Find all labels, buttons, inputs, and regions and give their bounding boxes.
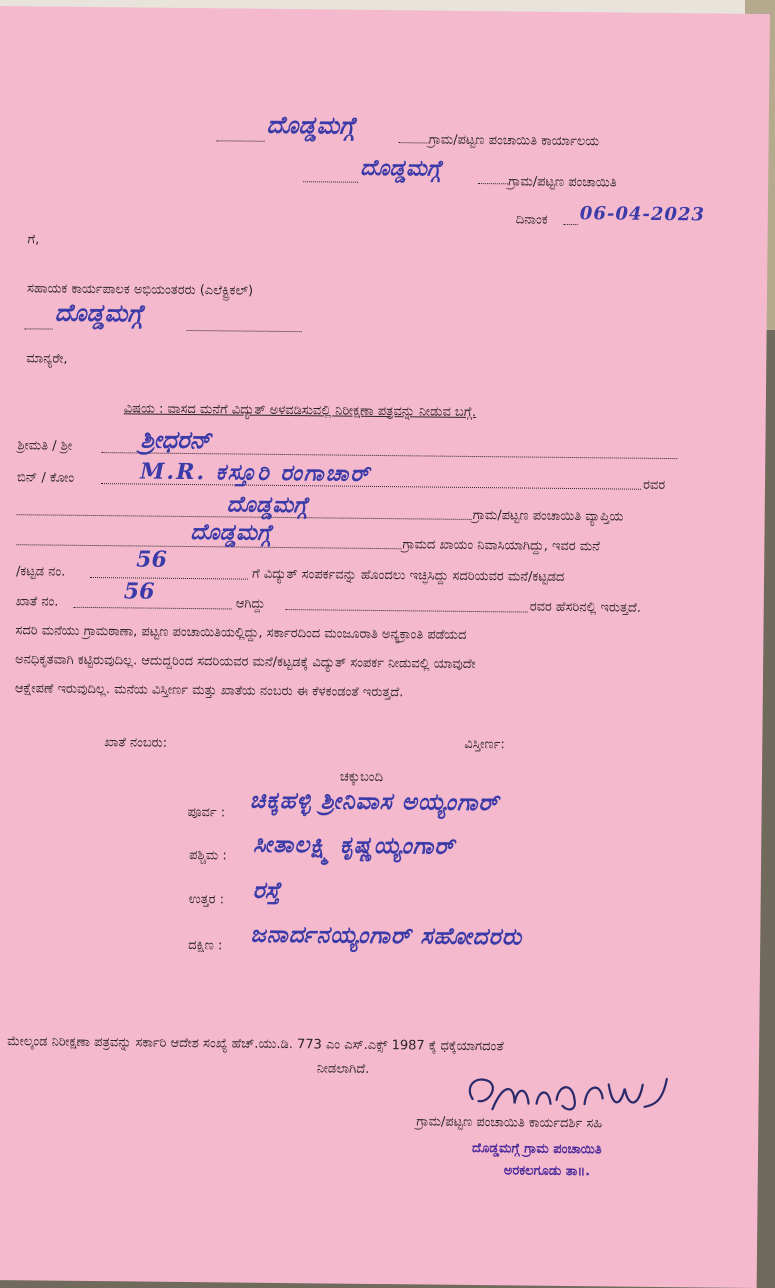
dotted-line bbox=[217, 140, 265, 142]
north-boundary-handwritten: ರಸ್ತೆ bbox=[252, 876, 281, 904]
applicant-name-handwritten: ಶ್ರೀಧರನ್ bbox=[140, 424, 212, 455]
dotted-line bbox=[478, 183, 508, 184]
dotted-line bbox=[286, 609, 528, 613]
jurisdiction-text: ಗ್ರಾಮ/ಪಟ್ಟಣ ಪಂಚಾಯಿತಿ ವ್ಯಾಪ್ತಿಯ bbox=[472, 507, 624, 525]
father-label: ಬಿನ್ / ಕೋಂ bbox=[16, 470, 75, 486]
dotted-line bbox=[187, 330, 302, 332]
khata-label: ಖಾತೆ ನಂ. bbox=[15, 594, 59, 610]
east-boundary-handwritten: ಚಿಕ್ಕಹಳ್ಳಿ ಶ್ರೀನಿವಾಸ ಅಯ್ಯಂಗಾರ್ bbox=[249, 786, 500, 817]
dotted-line bbox=[564, 224, 578, 225]
building-label: /ಕಟ್ಟಡ ನಂ. bbox=[15, 564, 66, 580]
father-name-handwritten: M.R. ಕಸ್ತೂರಿ ರಂಗಾಚಾರ್ bbox=[139, 458, 372, 487]
paragraph-line-2: ಅನಧಿಕೃತವಾಗಿ ಕಟ್ಟಿರುವುದಿಲ್ಲ. ಆದುದ್ದರಿಂದ ಸದರಿಯವರ ಮನೆ/ಕಟ್ಟಡಕ್ಕೆ ವಿದ್ಯುತ್ ಸಂಪರ್ಕ ನೀಡುವಲ್ಲಿ ಯಾವುದೇ bbox=[15, 652, 476, 673]
subject-line: ವಿಷಯ : ವಾಸದ ಮನೆಗೆ ವಿದ್ಯುತ್ ಅಳವಡಿಸುವಲ್ಲಿ ನಿರೀಕ್ಷಣಾ ಪತ್ರವನ್ನು ನೀಡುವ ಬಗ್ಗೆ. bbox=[123, 401, 477, 421]
boundaries-title: ಚಕ್ಕುಬಂದಿ bbox=[339, 769, 384, 786]
area-label: ವಿಸ್ತೀರ್ಣ: bbox=[464, 736, 505, 753]
footer-line-1: ಮೇಲ್ಕಂಡ ನಿರೀಕ್ಷಣಾ ಪತ್ರವನ್ನು ಸರ್ಕಾರಿ ಆದೇಶ ಸಂಖ್ಯೆ ಹೆಚ್.ಯು.ಡಿ. 773 ಎಂ ಎಸ್.ಎಕ್ಸ್ 1987 ಕ್ಕೆ ಧಕ್ಕೆಯಾಗದಂತೆ bbox=[7, 1034, 504, 1055]
name-label: ಶ್ರೀಮತಿ / ಶ್ರೀ bbox=[17, 438, 73, 454]
date-value-handwritten: 06-04-2023 bbox=[579, 203, 706, 226]
dotted-line bbox=[90, 577, 248, 580]
north-label: ಉತ್ತರ : bbox=[188, 892, 225, 908]
panchayat-line-text: ಗ್ರಾಮ/ಪಟ್ಟಣ ಪಂಚಾಯಿತಿ bbox=[508, 174, 617, 191]
panchayat-name-handwritten: ದೊಡ್ಡಮಗ್ಗೆ bbox=[360, 154, 442, 182]
dotted-line bbox=[25, 328, 53, 329]
khata-mid-text: ಆಗಿದ್ದು bbox=[235, 596, 266, 612]
to-prefix: ಗೆ, bbox=[27, 232, 40, 248]
certificate-paper bbox=[0, 6, 770, 1288]
village-handwritten-1: ದೊಡ್ಡಮಗ್ಗೆ bbox=[226, 491, 308, 519]
footer-line-2: ನೀಡಲಾಗಿದೆ. bbox=[316, 1061, 370, 1077]
dotted-line bbox=[74, 607, 232, 610]
stamp-line-1: ದೊಡ್ಡಮಗ್ಗೆ ಗ್ರಾಮ ಪಂಚಾಯಿತಿ bbox=[471, 1141, 602, 1158]
ravara-text-1: ರವರ bbox=[642, 477, 666, 493]
date-label: ದಿನಾಂಕ bbox=[515, 212, 548, 228]
office-line-text: ಗ್ರಾಮ/ಪಟ್ಟಣ ಪಂಚಾಯಿತಿ ಕಾರ್ಯಾಲಯ bbox=[428, 132, 600, 150]
paragraph-line-3: ಆಕ್ಷೇಪಣೆ ಇರುವುದಿಲ್ಲ. ಮನೆಯ ವಿಸ್ತೀರ್ಣ ಮತ್ತು ಖಾತೆಯ ನಂಬರು ಈ ಕೆಳಕಂಡಂತೆ ಇರುತ್ತದೆ. bbox=[14, 681, 404, 701]
signatory-label: ಗ್ರಾಮ/ಪಟ್ಟಣ ಪಂಚಾಯಿತಿ ಕಾರ್ಯದರ್ಶಿ ಸಹಿ bbox=[416, 1114, 603, 1132]
south-boundary-handwritten: ಜನಾರ್ದನಯ್ಯಂಗಾರ್ ಸಹೋದರರು bbox=[250, 920, 523, 951]
dotted-line bbox=[303, 181, 358, 183]
stamp-line-2: ಅರಕಲಗೂಡು ತಾ॥. bbox=[503, 1163, 591, 1180]
building-text: ಗೆ ವಿದ್ಯುತ್ ಸಂಪರ್ಕವನ್ನು ಹೊಂದಲು ಇಚ್ಛಿಸಿದ್ದು ಸದರಿಯವರ ಮನೆ/ಕಟ್ಟಡದ bbox=[251, 566, 565, 585]
building-number-handwritten: 56 bbox=[136, 546, 167, 573]
recipient-designation: ಸಹಾಯಕ ಕಾರ್ಯಪಾಲಕ ಅಭಿಯಂತರರು (ಎಲೆಕ್ಟ್ರಿಕಲ್) bbox=[26, 281, 254, 299]
dotted-line bbox=[399, 142, 429, 143]
west-label: ಪಶ್ಚಿಮ : bbox=[189, 848, 227, 864]
khata-numbers-label: ಖಾತೆ ನಂಬರು: bbox=[104, 735, 168, 751]
south-label: ದಕ್ಷಿಣ : bbox=[188, 938, 223, 954]
recipient-place-handwritten: ದೊಡ್ಡಮಗ್ಗೆ bbox=[54, 297, 143, 328]
east-label: ಪೂರ್ವ : bbox=[187, 805, 226, 821]
khata-end-text: ರವರ ಹೆಸರಿನಲ್ಲಿ ಇರುತ್ತದೆ. bbox=[529, 599, 642, 616]
resident-text: ಗ್ರಾಮದ ಖಾಯಂ ನಿವಾಸಿಯಾಗಿದ್ದು, ಇವರ ಮನೆ bbox=[402, 537, 600, 555]
khata-number-handwritten: 56 bbox=[123, 578, 155, 605]
greeting: ಮಾನ್ಯರೇ, bbox=[26, 351, 68, 367]
office-name-handwritten: ದೊಡ್ಡಮಗ್ಗೆ bbox=[266, 109, 355, 140]
west-boundary-handwritten: ಸೀತಾಲಕ್ಷ್ಮಿ ಕೃಷ್ಣಯ್ಯಂಗಾರ್ bbox=[253, 830, 456, 860]
village-handwritten-2: ದೊಡ್ಡಮಗ್ಗೆ bbox=[190, 519, 272, 546]
signature-image bbox=[458, 1069, 674, 1121]
paragraph-line-1: ಸದರಿ ಮನೆಯು ಗ್ರಾಮಠಾಣಾ, ಪಟ್ಟಣ ಪಂಚಾಯಿತಿಯಲ್ಲಿದ್ದು, ಸರ್ಕಾರದಿಂದ ಮಂಜೂರಾತಿ ಅನ್ಯಕ್ರಾಂತಿ ಪಡೆಯದ bbox=[15, 623, 467, 643]
